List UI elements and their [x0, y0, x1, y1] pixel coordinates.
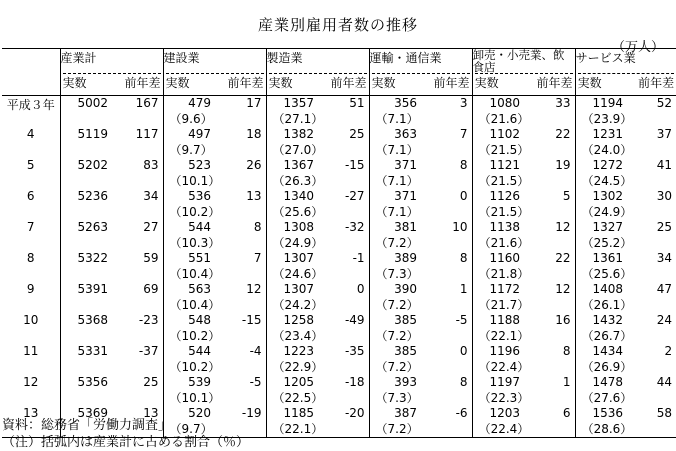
industry-value: 1478 — [575, 375, 627, 389]
table-row-share — [2, 172, 676, 189]
sub-header-zennensa: 前年差 — [330, 76, 367, 90]
industry-share: （23.4） — [266, 327, 369, 344]
industry-value: 385 — [369, 344, 421, 358]
total-value: 5263 — [60, 220, 112, 234]
industry-diff: 10 — [452, 220, 468, 234]
total-diff: 69 — [143, 282, 159, 296]
industry-diff: 0 — [459, 189, 468, 203]
industry-value: 544 — [163, 344, 215, 358]
industry-diff: 8 — [562, 344, 571, 358]
industry-diff: 25 — [656, 220, 673, 234]
industry-value: 1197 — [472, 375, 524, 389]
table-title: 産業別雇用者数の推移 — [257, 16, 418, 34]
industry-value: 1160 — [472, 251, 524, 265]
table-row — [2, 251, 676, 265]
industry-diff: 13 — [246, 189, 262, 203]
industry-diff: 0 — [459, 344, 468, 358]
industry-value: 536 — [163, 189, 215, 203]
sub-header-jissu: 実数 — [165, 76, 190, 90]
total-value: 5202 — [60, 158, 112, 172]
empty-cell — [60, 327, 163, 344]
industry-diff: 12 — [246, 282, 262, 296]
industry-share: （7.2） — [369, 327, 472, 344]
industry-share: （21.7） — [472, 296, 575, 313]
industry-value: 1172 — [472, 282, 524, 296]
total-value: 5002 — [60, 96, 112, 111]
industry-share: （10.1） — [163, 389, 266, 406]
empty-cell — [60, 389, 163, 406]
industry-value: 1196 — [472, 344, 524, 358]
industry-diff: -5 — [455, 313, 468, 327]
group-header: 卸売・小売業、飲食店 — [472, 49, 575, 74]
sub-header-cell — [163, 73, 266, 96]
industry-diff: 22 — [555, 251, 571, 265]
industry-diff: -32 — [344, 220, 365, 234]
industry-diff: 25 — [349, 127, 365, 141]
industry-value: 390 — [369, 282, 421, 296]
row-label: 10 — [23, 313, 39, 327]
empty-cell — [60, 172, 163, 189]
empty-cell — [60, 234, 163, 251]
industry-diff: 3 — [459, 96, 468, 110]
total-diff: -37 — [138, 344, 159, 358]
industry-share: （25.6） — [266, 203, 369, 220]
industry-share: （28.6） — [575, 420, 676, 438]
industry-share: （26.3） — [266, 172, 369, 189]
empty-cell — [60, 296, 163, 313]
sub-header-jissu: 実数 — [577, 76, 602, 90]
row-label: 11 — [23, 344, 39, 358]
industry-share: （22.4） — [472, 420, 575, 438]
percentage-note: （注）括弧内は産業計に占める割合（％） — [2, 435, 250, 450]
industry-diff: 12 — [555, 220, 571, 234]
table-row-share — [2, 234, 676, 251]
industry-share: （9.7） — [163, 141, 266, 158]
industry-share: （24.0） — [575, 141, 676, 158]
table-body — [2, 96, 676, 438]
industry-diff: -6 — [455, 406, 468, 420]
industry-diff: 41 — [656, 158, 673, 172]
total-diff: 25 — [143, 375, 159, 389]
industry-value: 563 — [163, 282, 215, 296]
industry-value: 1536 — [575, 406, 627, 420]
total-diff: -23 — [138, 313, 159, 327]
industry-diff: 52 — [656, 96, 673, 110]
industry-value: 1340 — [266, 189, 318, 203]
industry-share: （7.3） — [369, 265, 472, 282]
group-header: サービス業 — [575, 49, 676, 74]
industry-value: 1258 — [266, 313, 318, 327]
industry-diff: 47 — [656, 282, 673, 296]
total-diff: 13 — [143, 406, 159, 420]
industry-value: 1121 — [472, 158, 524, 172]
table-row-share — [2, 203, 676, 220]
industry-diff: 19 — [555, 158, 571, 172]
industry-share: （10.2） — [163, 358, 266, 375]
industry-share: （22.4） — [472, 358, 575, 375]
industry-value: 393 — [369, 375, 421, 389]
table-row — [2, 344, 676, 358]
industry-share: （10.1） — [163, 172, 266, 189]
row-label: 4 — [26, 127, 35, 141]
group-header: 建設業 — [163, 49, 266, 74]
empty-cell — [60, 358, 163, 375]
industry-share: （7.3） — [369, 389, 472, 406]
table-row-share — [2, 265, 676, 282]
industry-diff: 7 — [253, 251, 262, 265]
industry-value: 389 — [369, 251, 421, 265]
industry-diff: 1 — [459, 282, 468, 296]
industry-diff: -20 — [344, 406, 365, 420]
industry-share: （10.2） — [163, 327, 266, 344]
row-label: 6 — [26, 189, 35, 203]
industry-share: （22.1） — [472, 327, 575, 344]
table-row-share — [2, 110, 676, 127]
industry-value: 1307 — [266, 282, 318, 296]
table-row — [2, 313, 676, 327]
industry-share: （22.1） — [266, 420, 369, 438]
industry-value: 1302 — [575, 189, 627, 203]
industry-share: （24.2） — [266, 296, 369, 313]
industry-share: （7.2） — [369, 420, 472, 438]
sub-header-zennensa: 前年差 — [433, 76, 470, 90]
industry-diff: -27 — [344, 189, 365, 203]
industry-value: 1185 — [266, 406, 318, 420]
industry-diff: 7 — [459, 127, 468, 141]
industry-diff: 6 — [562, 406, 571, 420]
total-diff: 117 — [135, 127, 159, 141]
industry-value: 551 — [163, 251, 215, 265]
sub-header-cell — [369, 73, 472, 96]
industry-share: （7.2） — [369, 234, 472, 251]
industry-share: （22.3） — [472, 389, 575, 406]
industry-value: 1327 — [575, 220, 627, 234]
industry-diff: 58 — [656, 406, 673, 420]
industry-share: （7.2） — [369, 358, 472, 375]
sub-header-jissu: 実数 — [371, 76, 396, 90]
industry-value: 544 — [163, 220, 215, 234]
corner-cell — [2, 73, 60, 96]
empty-cell — [60, 265, 163, 282]
row-label: 12 — [23, 375, 39, 389]
industry-share: （21.5） — [472, 203, 575, 220]
industry-diff: 8 — [459, 375, 468, 389]
industry-value: 1188 — [472, 313, 524, 327]
row-label: 7 — [26, 220, 35, 234]
industry-value: 1357 — [266, 96, 318, 111]
industry-diff: -5 — [249, 375, 262, 389]
table-row — [2, 220, 676, 234]
total-value: 5369 — [60, 406, 112, 420]
employment-table — [2, 48, 676, 438]
industry-diff: 8 — [459, 251, 468, 265]
industry-share: （21.6） — [472, 110, 575, 127]
industry-share: （7.2） — [369, 296, 472, 313]
industry-share: （22.9） — [266, 358, 369, 375]
corner-cell — [2, 49, 60, 74]
industry-share: （9.7） — [163, 420, 266, 438]
industry-diff: -15 — [344, 158, 365, 172]
industry-diff: 24 — [656, 313, 673, 327]
industry-share: （21.8） — [472, 265, 575, 282]
industry-value: 539 — [163, 375, 215, 389]
industry-value: 1307 — [266, 251, 318, 265]
industry-value: 1432 — [575, 313, 627, 327]
industry-share: （22.5） — [266, 389, 369, 406]
industry-diff: -15 — [241, 313, 262, 327]
industry-value: 371 — [369, 189, 421, 203]
sub-header-jissu: 実数 — [474, 76, 499, 90]
industry-share: （27.6） — [575, 389, 676, 406]
industry-share: （21.6） — [472, 234, 575, 251]
total-diff: 34 — [143, 189, 159, 203]
total-value: 5368 — [60, 313, 112, 327]
total-diff: 83 — [143, 158, 159, 172]
industry-share: （21.5） — [472, 141, 575, 158]
sub-header-cell — [266, 73, 369, 96]
industry-share: （7.1） — [369, 110, 472, 127]
industry-diff: 16 — [555, 313, 571, 327]
industry-share: （10.4） — [163, 296, 266, 313]
industry-value: 548 — [163, 313, 215, 327]
industry-share: （24.5） — [575, 172, 676, 189]
table-row — [2, 282, 676, 296]
industry-diff: -19 — [241, 406, 262, 420]
total-value: 5391 — [60, 282, 112, 296]
industry-share: （10.2） — [163, 203, 266, 220]
industry-value: 497 — [163, 127, 215, 141]
table-row — [2, 189, 676, 203]
industry-diff: 34 — [656, 251, 673, 265]
industry-value: 356 — [369, 96, 421, 111]
industry-value: 520 — [163, 406, 215, 420]
industry-diff: 51 — [349, 96, 365, 110]
industry-value: 363 — [369, 127, 421, 141]
industry-value: 1272 — [575, 158, 627, 172]
industry-diff: 22 — [555, 127, 571, 141]
total-diff: 59 — [143, 251, 159, 265]
industry-diff: 30 — [656, 189, 673, 203]
sub-header-zennensa: 前年差 — [638, 76, 675, 90]
industry-share: （7.1） — [369, 203, 472, 220]
empty-cell — [60, 203, 163, 220]
industry-value: 387 — [369, 406, 421, 420]
industry-diff: -1 — [352, 251, 365, 265]
industry-value: 371 — [369, 158, 421, 172]
industry-share: （10.4） — [163, 265, 266, 282]
row-label: 13 — [2, 406, 60, 438]
industry-share: （24.9） — [266, 234, 369, 251]
sub-header-jissu: 実数 — [268, 76, 293, 90]
industry-share: （21.5） — [472, 172, 575, 189]
industry-diff: -49 — [344, 313, 365, 327]
industry-value: 479 — [163, 96, 215, 111]
industry-value: 1231 — [575, 127, 627, 141]
source-note: 資料：総務省「労働力調査」 — [2, 418, 172, 433]
industry-diff: 1 — [562, 375, 571, 389]
industry-value: 1361 — [575, 251, 627, 265]
industry-value: 1205 — [266, 375, 318, 389]
industry-diff: 5 — [562, 189, 571, 203]
industry-share: （7.1） — [369, 141, 472, 158]
industry-diff: 33 — [555, 96, 571, 110]
industry-share: （27.1） — [266, 110, 369, 127]
industry-value: 1223 — [266, 344, 318, 358]
industry-share: （25.2） — [575, 234, 676, 251]
table-row — [2, 96, 676, 111]
industry-diff: 44 — [656, 375, 673, 389]
industry-diff: 8 — [459, 158, 468, 172]
table-row-share — [2, 296, 676, 313]
sub-header-zennensa: 前年差 — [227, 76, 264, 90]
table-row-share — [2, 358, 676, 375]
sub-header-zennensa: 前年差 — [124, 76, 161, 90]
industry-value: 1382 — [266, 127, 318, 141]
industry-diff: 8 — [253, 220, 262, 234]
sub-header-row — [2, 73, 676, 96]
industry-value: 1367 — [266, 158, 318, 172]
industry-value: 1194 — [575, 96, 627, 111]
industry-diff: -35 — [344, 344, 365, 358]
industry-share: （26.9） — [575, 358, 676, 375]
table-row-share — [2, 141, 676, 158]
industry-value: 1408 — [575, 282, 627, 296]
industry-value: 1126 — [472, 189, 524, 203]
table-row — [2, 158, 676, 172]
table-row — [2, 127, 676, 141]
group-header: 運輸・通信業 — [369, 49, 472, 74]
industry-share: （26.1） — [575, 296, 676, 313]
industry-share: （24.6） — [266, 265, 369, 282]
table-row — [2, 375, 676, 389]
table-row-share — [2, 389, 676, 406]
unit-label: （万人） — [611, 40, 664, 55]
group-header-row — [2, 49, 676, 74]
industry-share: （10.3） — [163, 234, 266, 251]
industry-diff: 17 — [246, 96, 262, 110]
row-label: 平成３年 — [6, 98, 55, 112]
industry-value: 1080 — [472, 96, 524, 111]
row-label: 5 — [26, 158, 35, 172]
industry-value: 1138 — [472, 220, 524, 234]
industry-diff: -4 — [249, 344, 262, 358]
industry-value: 381 — [369, 220, 421, 234]
industry-diff: 2 — [664, 344, 673, 358]
industry-share: （27.0） — [266, 141, 369, 158]
total-value: 5356 — [60, 375, 112, 389]
industry-share: （25.6） — [575, 265, 676, 282]
industry-value: 523 — [163, 158, 215, 172]
total-value: 5236 — [60, 189, 112, 203]
industry-value: 1434 — [575, 344, 627, 358]
empty-cell — [60, 141, 163, 158]
total-diff: 27 — [143, 220, 159, 234]
sub-header-zennensa: 前年差 — [536, 76, 573, 90]
industry-value: 1102 — [472, 127, 524, 141]
table-row-share — [2, 327, 676, 344]
total-value: 5119 — [60, 127, 112, 141]
industry-value: 385 — [369, 313, 421, 327]
industry-diff: 18 — [246, 127, 262, 141]
row-label: 8 — [26, 251, 35, 265]
row-label: 9 — [26, 282, 35, 296]
sub-header-cell — [60, 73, 163, 96]
industry-value: 1203 — [472, 406, 524, 420]
industry-share: （24.9） — [575, 203, 676, 220]
industry-diff: 0 — [356, 282, 365, 296]
industry-diff: 37 — [656, 127, 673, 141]
total-value: 5331 — [60, 344, 112, 358]
industry-diff: 26 — [246, 158, 262, 172]
industry-diff: -18 — [344, 375, 365, 389]
sub-header-jissu: 実数 — [62, 76, 87, 90]
industry-value: 1308 — [266, 220, 318, 234]
industry-diff: 12 — [555, 282, 571, 296]
group-header: 製造業 — [266, 49, 369, 74]
group-header: 産業計 — [60, 49, 163, 74]
total-value: 5322 — [60, 251, 112, 265]
industry-share: （23.9） — [575, 110, 676, 127]
industry-share: （26.7） — [575, 327, 676, 344]
sub-header-cell — [472, 73, 575, 96]
sub-header-cell — [575, 73, 676, 96]
total-diff: 167 — [135, 96, 159, 110]
empty-cell — [60, 110, 163, 127]
industry-share: （9.6） — [163, 110, 266, 127]
industry-share: （7.1） — [369, 172, 472, 189]
